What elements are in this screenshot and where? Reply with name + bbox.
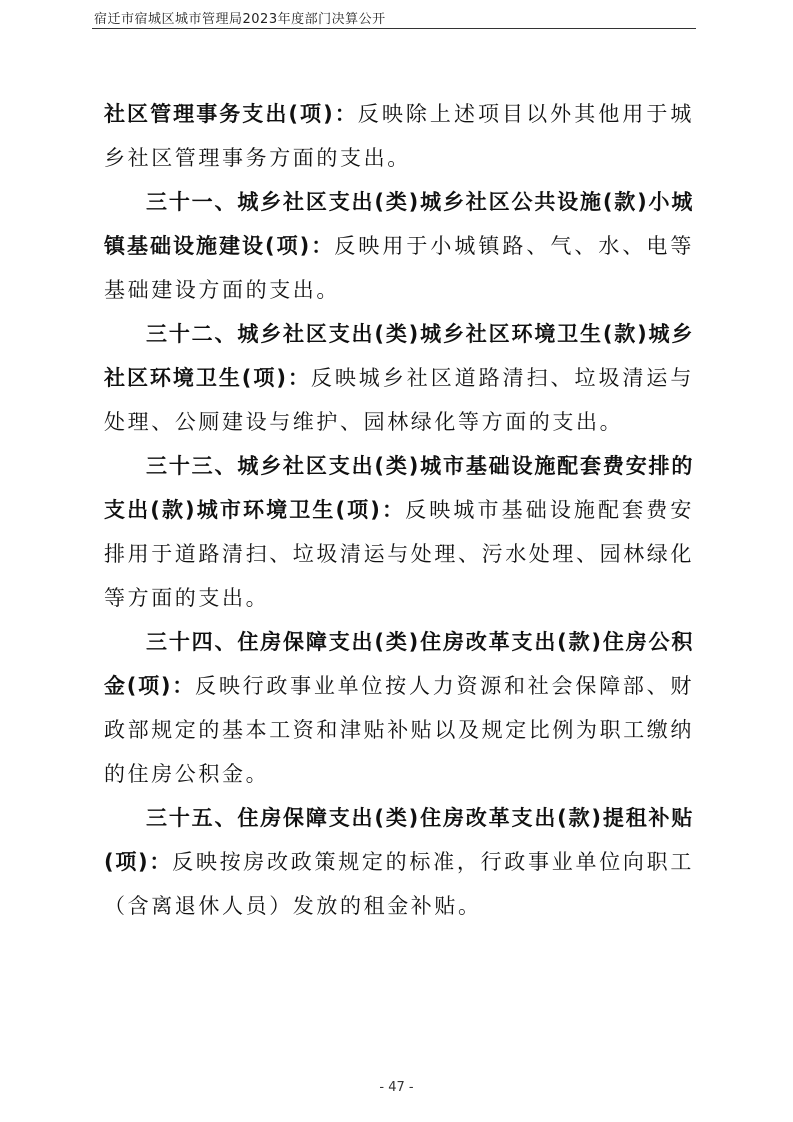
paragraph-heading: 三十一、城乡社区支出(类)城乡社区公共设施(款)小城镇基础设施建设(项)： — [104, 190, 694, 258]
paragraph-item-34 — [104, 620, 694, 796]
paragraph-heading: 三十五、住房保障支出(类)住房改革支出(款)提租补贴(项)： — [104, 806, 694, 874]
paragraph-text: 反映城乡社区道路清扫、垃圾清运与处理、公厕建设与维护、园林绿化等方面的支出。 — [104, 366, 694, 434]
page-number: - 47 - — [379, 1080, 414, 1095]
document-body — [104, 92, 694, 928]
paragraph-heading: 社区管理事务支出(项)： — [104, 102, 358, 126]
paragraph-text: 反映除上述项目以外其他用于城乡社区管理事务方面的支出。 — [104, 102, 694, 170]
header-divider — [92, 28, 696, 29]
page-header-title: 宿迁市宿城区城市管理局2023年度部门决算公开 — [94, 12, 386, 27]
paragraph-text: 反映行政事业单位按人力资源和社会保障部、财政部规定的基本工资和津贴补贴以及规定比例为职工缴纳的住房公积金。 — [104, 674, 694, 786]
paragraph-item-31 — [104, 180, 694, 312]
paragraph-text: 反映城市基础设施配套费安排用于道路清扫、垃圾清运与处理、污水处理、园林绿化等方面的支出。 — [104, 498, 694, 610]
paragraph-item-32 — [104, 312, 694, 444]
paragraph-community-management — [104, 92, 694, 180]
paragraph-text: 反映按房改政策规定的标准，行政事业单位向职工（含离退休人员）发放的租金补贴。 — [104, 850, 694, 918]
paragraph-heading: 三十二、城乡社区支出(类)城乡社区环境卫生(款)城乡社区环境卫生(项)： — [104, 322, 694, 390]
paragraph-text: 反映用于小城镇路、气、水、电等基础建设方面的支出。 — [104, 234, 695, 302]
paragraph-heading: 三十三、城乡社区支出(类)城市基础设施配套费安排的支出(款)城市环境卫生(项)： — [104, 454, 694, 522]
paragraph-heading: 三十四、住房保障支出(类)住房改革支出(款)住房公积金(项)： — [104, 630, 694, 698]
paragraph-item-35 — [104, 796, 694, 928]
paragraph-item-33 — [104, 444, 694, 620]
